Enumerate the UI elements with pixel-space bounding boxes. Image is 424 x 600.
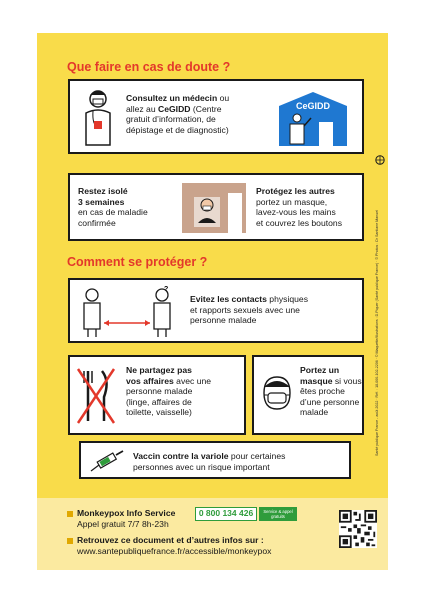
cegidd-prefix: allez au [126,103,159,114]
card-consult [68,79,364,154]
footer-url[interactable]: www.santepubliquefrance.fr/accessible/monkeypox [77,546,272,556]
qr-code-icon[interactable] [339,510,377,548]
card-consult-text [126,93,266,135]
card-contacts [68,278,364,343]
mask-bold: masque [300,375,333,386]
share-line1: Ne partagez pas [126,365,192,375]
card-vaccine [79,441,351,479]
mask-text [300,365,366,418]
protect-line1: Protégez les autres [256,186,335,196]
consult-bold: Consultez un médecin [126,93,218,103]
card-mask [252,355,364,435]
mask-line4: d’une personne [300,396,360,407]
contacts-text [190,294,360,326]
isolate-text [78,186,178,228]
mask-line5: malade [300,407,329,418]
mask-face-icon [260,373,294,413]
contacts-line2: et rapports sexuels avec une [190,304,300,315]
share-line3: personne malade [126,386,193,397]
cegidd-bold: CeGIDD [158,103,191,114]
doctor-icon [80,87,116,147]
contacts-line3: personne malade [190,315,257,326]
vaccine-rest: pour certaines [228,451,286,461]
no-cutlery-icon [76,367,116,425]
share-bold: vos affaires [126,375,174,386]
cegidd-label: CeGIDD [295,101,330,111]
mask-line3: êtes proche [300,386,345,397]
share-line4: (linge, affaires de [126,396,192,407]
phone-tag-line1: Service & appel [263,509,293,514]
phone-tag [259,507,297,521]
footer-service: Monkeypox Info Service [77,508,176,518]
contacts-bold: Evitez les contacts [190,294,267,304]
protect-text [256,186,366,228]
isolated-person-icon [182,183,246,233]
isolate-line1: Restez isolé [78,186,128,196]
vaccine-text [133,451,349,472]
cegidd-building-icon [275,88,351,146]
vaccine-bold: Vaccin contre la variole [133,451,229,461]
isolate-line3: en cas de maladie [78,207,148,218]
mask-line1: Portez un [300,365,340,375]
footer [37,498,388,570]
cegidd-rest: (Centre [190,103,222,114]
contacts-rest: physiques [266,294,308,304]
share-line5: toilette, vaisselle) [126,407,192,418]
protect-line4: et couvrez les boutons [256,217,342,228]
mask-rest: si vous [332,375,362,386]
vaccine-line2: personnes avec un risque important [133,461,270,472]
share-rest: avec une [173,375,212,386]
share-text [126,365,244,418]
two-persons-distance-icon [78,285,178,339]
card-isolate [68,173,364,241]
santepubliquefrance-logo-icon [375,155,385,165]
section-title-doute: Que faire en cas de doute ? [67,60,231,74]
card-share [68,355,246,435]
footer-bullet-1 [67,511,73,517]
consult-line3: gratuit d’information, de [126,114,216,125]
footer-hours: Appel gratuit 7/7 8h-23h [77,519,169,529]
credits-text: Santé publique France - août 2022 · Réf. : 18-000-102-2206 · © Maquette/Illustrations : D.Piquer (Santé publique France) · © Photos : Dr Santiane Manuel [375,209,379,457]
phone-tag-line2: gratuits [271,514,285,519]
protect-line2: portez un masque, [256,196,328,207]
poster [37,33,388,570]
svg-text:?: ? [164,286,169,293]
consult-rest: ou [217,93,230,103]
footer-retrouvez: Retrouvez ce document et d’autres infos sur : [77,535,264,545]
phone-number[interactable]: 0 800 134 426 [195,507,257,521]
footer-bullet-2 [67,538,73,544]
section-title-proteger: Comment se protéger ? [67,255,208,269]
isolate-line4: confirmée [78,217,116,228]
credits-vertical [370,183,384,483]
isolate-line2: 3 semaines [78,196,125,207]
protect-line3: lavez-vous les mains [256,207,336,218]
syringe-icon [89,449,125,473]
consult-line4: dépistage et de diagnostic) [126,124,229,135]
